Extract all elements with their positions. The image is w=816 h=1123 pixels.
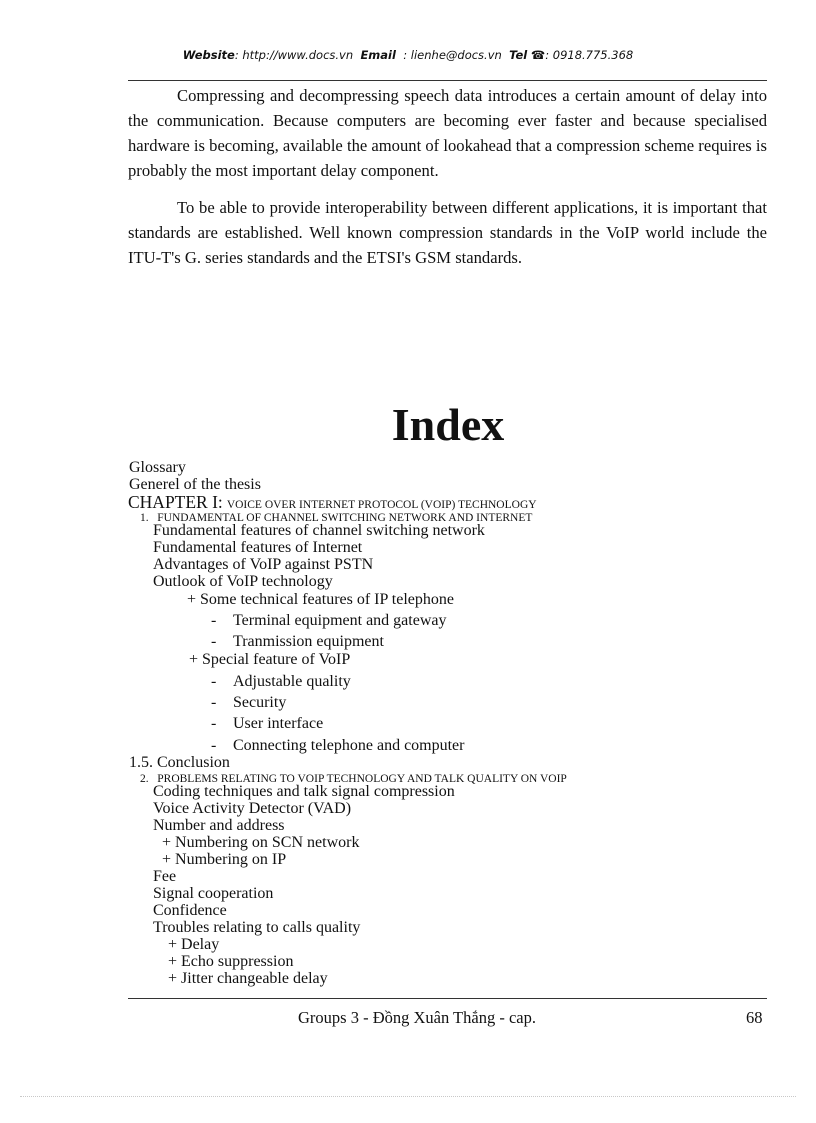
page-header — [0, 48, 816, 62]
section-2-number: 2. — [140, 773, 149, 785]
index-item: Outlook of VoIP technology — [153, 573, 333, 590]
index-item: Number and address — [153, 817, 285, 834]
section-2-title: PROBLEMS RELATING TO VOIP TECHNOLOGY AND TALK QUALITY ON VOIP — [157, 773, 567, 785]
footer-divider — [128, 998, 767, 999]
index-subitem — [211, 694, 286, 711]
header-divider — [128, 80, 767, 81]
index-general: Generel of the thesis — [129, 476, 261, 493]
index-subheading: + Jitter changeable delay — [168, 970, 328, 987]
tel-label: Tel — [509, 48, 528, 62]
email-label: Email — [360, 48, 396, 62]
index-subheading: + Some technical features of IP telephone — [187, 591, 454, 608]
index-item: Confidence — [153, 902, 227, 919]
section-1-title: FUNDAMENTAL OF CHANNEL SWITCHING NETWORK AND INTERNET — [157, 512, 533, 524]
subitem-text: User interface — [233, 715, 324, 732]
index-item: Fundamental features of Internet — [153, 539, 363, 556]
dash-bullet: - — [211, 737, 217, 754]
index-subheading: + Numbering on SCN network — [162, 834, 360, 851]
index-item: Fundamental features of channel switching network — [153, 522, 485, 539]
page-bottom-edge — [20, 1096, 796, 1097]
email-value: : lienhe@docs.vn — [403, 48, 502, 62]
paragraph-1-text: Compressing and decompressing speech data introduces a certain amount of delay into the communication. Because computers are becoming ever faster and because specialised hardware is becoming, available the amount of lookahead that a compression scheme requires is probably the most important delay component. — [128, 86, 767, 180]
index-item: Signal cooperation — [153, 885, 274, 902]
index-subheading: + Special feature of VoIP — [189, 651, 351, 668]
dash-bullet: - — [211, 612, 217, 629]
index-subheading: + Echo suppression — [168, 953, 294, 970]
website-value: : http://www.docs.vn — [234, 48, 354, 62]
paragraph-2 — [128, 195, 767, 270]
subitem-text: Terminal equipment and gateway — [233, 612, 447, 629]
index-subitem — [211, 633, 384, 650]
index-glossary: Glossary — [129, 459, 186, 476]
section-1-number: 1. — [140, 512, 149, 524]
index-subitem — [211, 715, 323, 732]
chapter-label: CHAPTER I: — [128, 492, 223, 512]
footer-group: Groups 3 - Đồng Xuân Thắng - cap. — [298, 1008, 536, 1027]
index-item: Fee — [153, 868, 177, 885]
index-subheading: + Numbering on IP — [162, 851, 287, 868]
dash-bullet: - — [211, 673, 217, 690]
subitem-text: Adjustable quality — [233, 673, 351, 690]
index-item: Voice Activity Detector (VAD) — [153, 800, 352, 817]
index-subitem — [211, 612, 446, 629]
subitem-text: Security — [233, 694, 287, 711]
website-label: Website — [182, 48, 235, 62]
index-item: Troubles relating to calls quality — [153, 919, 361, 936]
page-number: 68 — [746, 1008, 763, 1027]
dash-bullet: - — [211, 715, 217, 732]
dash-bullet: - — [211, 694, 217, 711]
index-subitem — [211, 673, 351, 690]
dash-bullet: - — [211, 633, 217, 650]
chapter-title: VOICE OVER INTERNET PROTOCOL (VOIP) TECHNOLOGY — [226, 499, 537, 511]
index-title: Index — [391, 399, 505, 450]
index-subheading: + Delay — [168, 936, 220, 953]
phone-icon: ☎ — [530, 48, 546, 62]
index-subitem — [211, 737, 464, 754]
index-item: Advantages of VoIP against PSTN — [153, 556, 374, 573]
paragraph-2-text: To be able to provide interoperability between different applications, it is important that standards are established. Well known compression standards in the VoIP world include the ITU-T's G. series standards and the ETSI's GSM standards. — [128, 198, 767, 267]
tel-value: : 0918.775.368 — [545, 48, 634, 62]
subitem-text: Tranmission equipment — [233, 633, 384, 650]
paragraph-1 — [128, 83, 767, 183]
index-conclusion: 1.5. Conclusion — [129, 754, 230, 771]
index-item: Coding techniques and talk signal compression — [153, 783, 455, 800]
subitem-text: Connecting telephone and computer — [233, 737, 465, 754]
